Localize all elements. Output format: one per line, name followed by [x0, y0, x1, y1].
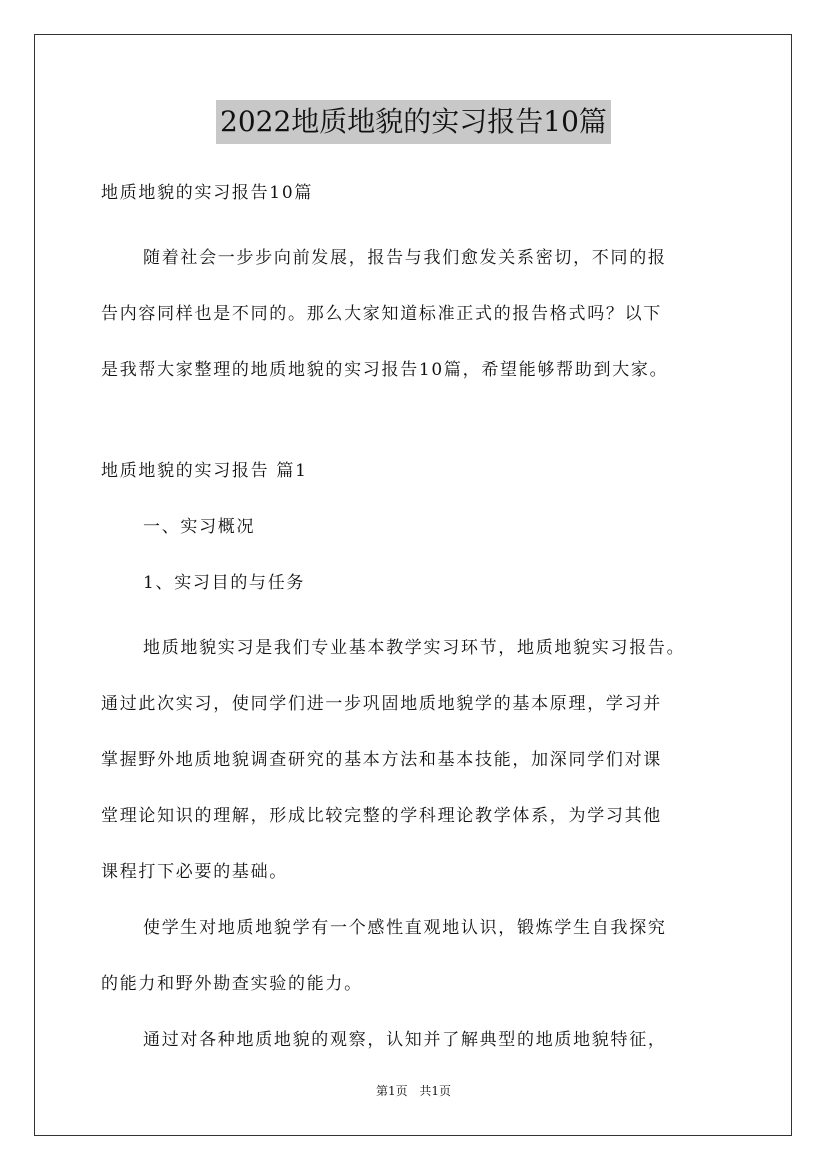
paragraph-line: 的能力和野外勘查实验的能力。: [101, 974, 363, 994]
outline-heading-2: 1、实习目的与任务: [143, 573, 306, 593]
outline-heading-1: 一、实习概况: [143, 517, 256, 537]
page-footer: [0, 1083, 827, 1099]
paragraph-line: 课程打下必要的基础。: [101, 862, 288, 882]
document-subtitle: 地质地貌的实习报告10篇: [101, 183, 314, 203]
document-title: [0, 100, 827, 144]
page-total: 共1页: [419, 1084, 452, 1098]
paragraph-line: 地质地貌实习是我们专业基本教学实习环节，地质地貌实习报告。: [143, 638, 686, 658]
paragraph-line: 掌握野外地质地貌调查研究的基本方法和基本技能，加深同学们对课: [101, 750, 662, 770]
paragraph-line: 使学生对地质地貌学有一个感性直观地认识，锻炼学生自我探究: [143, 918, 667, 938]
paragraph-line: 堂理论知识的理解，形成比较完整的学科理论教学体系，为学习其他: [101, 806, 662, 826]
document-title-text: 2022地质地貌的实习报告10篇: [216, 100, 611, 144]
paragraph-1: [101, 620, 741, 900]
paragraph-2: [101, 900, 741, 1012]
paragraph-line: 通过对各种地质地貌的观察，认知并了解典型的地质地貌特征，: [143, 1030, 667, 1050]
intro-paragraph: [101, 230, 741, 398]
paragraph-3: [101, 1012, 741, 1068]
intro-line: 告内容同样也是不同的。那么大家知道标准正式的报告格式吗？以下: [101, 304, 662, 324]
section-heading: 地质地貌的实习报告 篇1: [101, 461, 308, 481]
document-body: [101, 174, 741, 1068]
page-current: 第1页: [375, 1084, 408, 1098]
paragraph-line: 通过此次实习，使同学们进一步巩固地质地貌学的基本原理，学习并: [101, 694, 662, 714]
intro-line: 是我帮大家整理的地质地貌的实习报告10篇，希望能够帮助到大家。: [101, 360, 669, 380]
intro-line: 随着社会一步步向前发展，报告与我们愈发关系密切，不同的报: [143, 248, 667, 268]
